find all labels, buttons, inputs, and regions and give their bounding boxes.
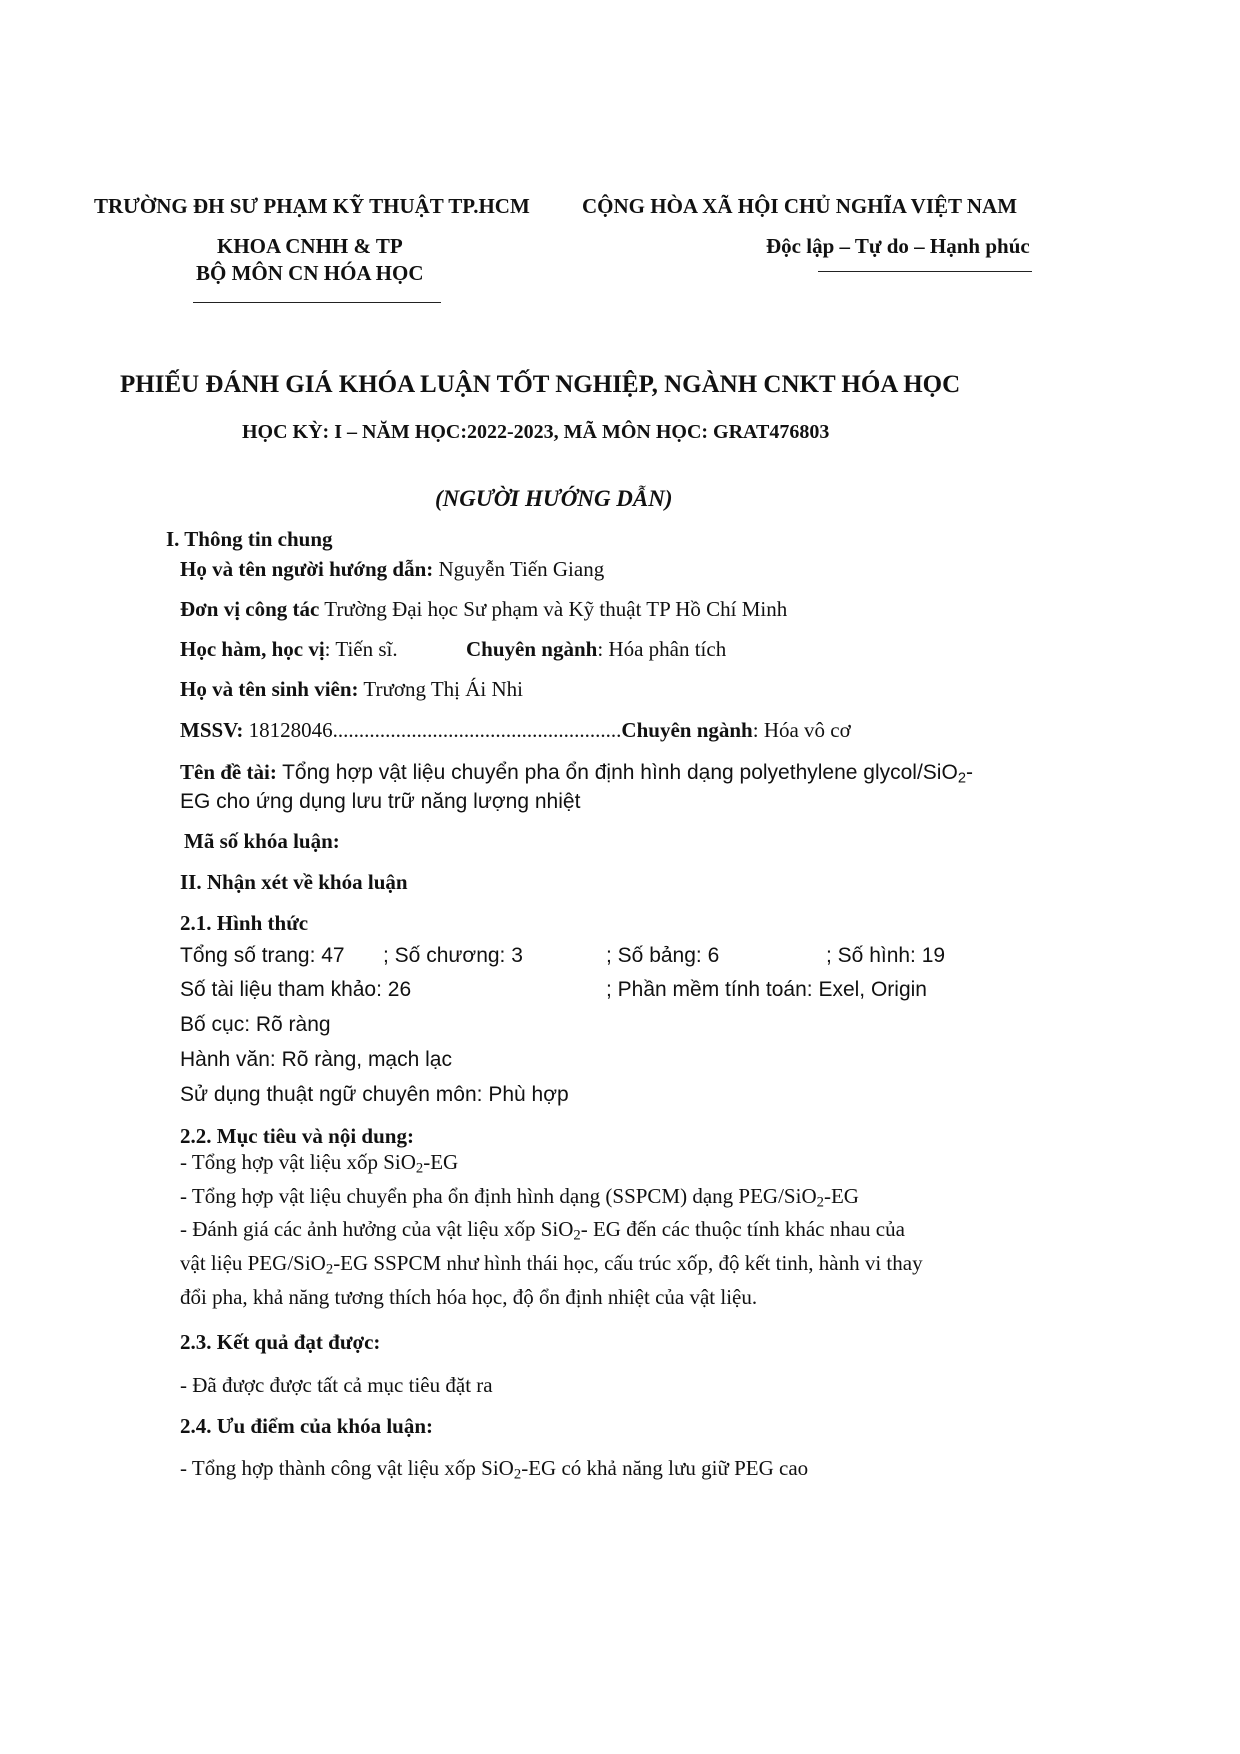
topic-line-1 (180, 760, 973, 785)
strengths-item-1 (180, 1456, 808, 1481)
subscript: 2 (325, 1261, 334, 1278)
section-general-info-heading: I. Thông tin chung (166, 527, 333, 551)
topic-subscript: 2 (957, 770, 966, 787)
motto-underline (818, 271, 1032, 272)
mssv-label: MSSV: (180, 718, 244, 742)
school-name: TRƯỜNG ĐH SƯ PHẠM KỸ THUẬT TP.HCM (94, 194, 530, 218)
student-label: Họ và tên sinh viên: (180, 677, 359, 701)
subscript: 2 (513, 1466, 522, 1483)
terminology-comment: Sử dụng thuật ngữ chuyên môn: Phù hợp (180, 1083, 569, 1106)
work-unit-row (180, 597, 787, 622)
goal-item-3-line-1 (180, 1217, 905, 1242)
evaluator-role: (NGƯỜI HƯỚNG DẪN) (435, 486, 673, 511)
figures-count: ; Số hình: 19 (826, 944, 946, 967)
goal-item-3-line-2-text: vật liệu PEG/SiO (180, 1251, 326, 1275)
subscript: 2 (816, 1194, 824, 1211)
results-item-1: - Đã được được tất cả mục tiêu đặt ra (180, 1373, 493, 1397)
document-subtitle: HỌC KỲ: I – NĂM HỌC:2022-2023, MÃ MÔN HỌC: GRAT476803 (242, 421, 830, 443)
republic-name: CỘNG HÒA XÃ HỘI CHỦ NGHĨA VIỆT NAM (582, 194, 1018, 218)
mssv-value: 18128046....................................................... (243, 718, 622, 742)
academic-rank-label: Học hàm, học vị (180, 637, 325, 661)
goal-item-3-line-2-cont: -EG SSPCM như hình thái học, cấu trúc xốp, độ kết tinh, hành vi thay (333, 1251, 923, 1275)
advisor-specialty-row (466, 637, 726, 662)
goals-heading: 2.2. Mục tiêu và nội dung: (180, 1124, 414, 1148)
goal-item-3-line-3: đổi pha, khả năng tương thích hóa học, độ ổn định nhiệt của vật liệu. (180, 1285, 758, 1309)
results-heading: 2.3. Kết quả đạt được: (180, 1330, 381, 1354)
layout-comment: Bố cục: Rõ ràng (180, 1013, 331, 1036)
work-unit-label: Đơn vị công tác (180, 597, 320, 621)
mssv-row (180, 718, 851, 743)
national-motto: Độc lập – Tự do – Hạnh phúc (766, 234, 1030, 258)
topic-text-1: Tổng hợp vật liệu chuyển pha ổn định hình dạng polyethylene glycol/SiO (282, 761, 958, 784)
software-used: ; Phần mềm tính toán: Exel, Origin (606, 978, 927, 1001)
department-underline (193, 302, 441, 303)
advisor-specialty-label: Chuyên ngành (466, 637, 598, 661)
subscript: 2 (573, 1227, 581, 1244)
goal-item-2-end: -EG (823, 1184, 859, 1208)
strengths-heading: 2.4. Ưu điểm của khóa luận: (180, 1414, 434, 1438)
advisor-row (180, 557, 604, 582)
document-title: PHIẾU ĐÁNH GIÁ KHÓA LUẬN TỐT NGHIỆP, NGÀNH CNKT HÓA HỌC (120, 371, 961, 398)
total-pages: Tổng số trang: 47 (180, 944, 345, 967)
advisor-value: Nguyễn Tiến Giang (433, 557, 605, 581)
academic-rank-value: : Tiến sĩ. (324, 637, 398, 661)
academic-rank-row (180, 637, 398, 662)
goal-item-1-end: -EG (423, 1150, 459, 1174)
student-specialty-label: Chuyên ngành (621, 718, 753, 742)
chapters-count: ; Số chương: 3 (383, 944, 523, 967)
advisor-label: Họ và tên người hướng dẫn: (180, 557, 434, 581)
goal-item-3-line-2 (180, 1251, 923, 1276)
faculty-name: KHOA CNHH & TP (217, 234, 403, 258)
goal-item-3-text: - Đánh giá các ảnh hưởng của vật liệu xốp SiO (180, 1217, 574, 1241)
form-heading: 2.1. Hình thức (180, 911, 309, 935)
goal-item-2-text: - Tổng hợp vật liệu chuyển pha ổn định hình dạng (SSPCM) dạng PEG/SiO (180, 1184, 817, 1208)
goal-item-1 (180, 1150, 458, 1175)
topic-label: Tên đề tài: (180, 760, 277, 784)
thesis-code-label: Mã số khóa luận: (184, 829, 340, 853)
references-count: Số tài liệu tham khảo: 26 (180, 978, 412, 1001)
topic-text-1-end: - (965, 761, 973, 784)
goal-item-1-text: - Tổng hợp vật liệu xốp SiO (180, 1150, 416, 1174)
student-value: Trương Thị Ái Nhi (358, 677, 524, 701)
advisor-specialty-value: : Hóa phân tích (597, 637, 727, 661)
department-name: BỘ MÔN CN HÓA HỌC (196, 261, 424, 285)
writing-comment: Hành văn: Rõ ràng, mạch lạc (180, 1048, 452, 1071)
goal-item-3-text-cont: - EG đến các thuộc tính khác nhau của (580, 1217, 905, 1241)
strengths-item-1-text: - Tổng hợp thành công vật liệu xốp SiO (180, 1456, 514, 1480)
work-unit-value: Trường Đại học Sư phạm và Kỹ thuật TP Hồ Chí Minh (319, 597, 788, 621)
goal-item-2 (180, 1184, 859, 1209)
student-row (180, 677, 523, 702)
tables-count: ; Số bảng: 6 (606, 944, 720, 967)
topic-line-2: EG cho ứng dụng lưu trữ năng lượng nhiệt (180, 790, 581, 813)
section-review-heading: II. Nhận xét về khóa luận (180, 870, 408, 894)
strengths-item-1-end: -EG có khả năng lưu giữ PEG cao (521, 1456, 809, 1480)
subscript: 2 (415, 1160, 424, 1177)
student-specialty-value: : Hóa vô cơ (752, 718, 851, 742)
